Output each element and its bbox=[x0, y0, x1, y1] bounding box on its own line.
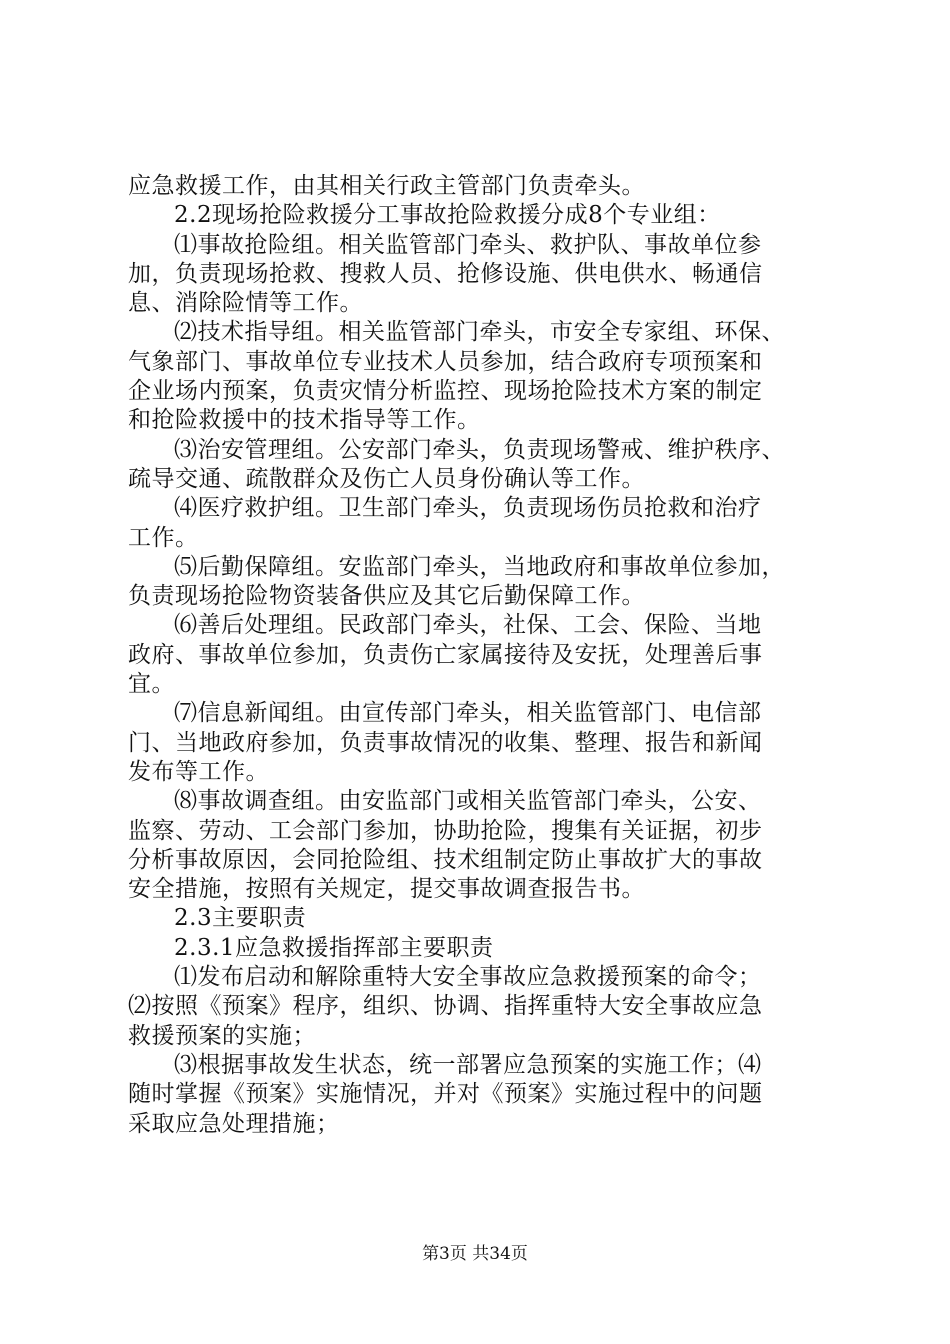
text-line: 应急救援工作，由其相关行政主管部门负责牵头。 bbox=[128, 173, 645, 199]
text-line: 发布等工作。 bbox=[128, 758, 269, 785]
text-line: 监察、劳动、工会部门参加，协助抢险，搜集有关证据，初步 bbox=[128, 817, 763, 844]
text-line: 气象部门、事故单位专业技术人员参加，结合政府专项预案和 bbox=[128, 348, 763, 375]
text-line: 采取应急处理措施； bbox=[128, 1110, 340, 1137]
text-line: ⑵技术指导组。相关监管部门牵头，市安全专家组、环保、 bbox=[174, 319, 785, 346]
text-line: ⑴发布启动和解除重特大安全事故应急救援预案的命令； bbox=[174, 964, 762, 991]
text-line: 2.3.1应急救援指挥部主要职责 bbox=[174, 934, 494, 961]
text-line: 和抢险救援中的技术指导等工作。 bbox=[128, 407, 481, 434]
text-line: ⑻事故调查组。由安监部门或相关监管部门牵头，公安、 bbox=[174, 788, 762, 815]
text-line: 门、当地政府参加，负责事故情况的收集、整理、报告和新闻 bbox=[128, 729, 763, 756]
text-line: 宜。 bbox=[128, 671, 175, 698]
text-line: ⑵按照《预案》程序，组织、协调、指挥重特大安全事故应急 bbox=[128, 993, 763, 1020]
text-line: 政府、事故单位参加，负责伤亡家属接待及安抚，处理善后事 bbox=[128, 641, 763, 668]
text-line: 救援预案的实施； bbox=[128, 1022, 316, 1049]
text-line: 企业场内预案，负责灾情分析监控、现场抢险技术方案的制定 bbox=[128, 378, 763, 405]
text-line: 疏导交通、疏散群众及伤亡人员身份确认等工作。 bbox=[128, 465, 645, 492]
text-line: ⑴事故抢险组。相关监管部门牵头、救护队、事故单位参 bbox=[174, 231, 762, 258]
text-line: ⑸后勤保障组。安监部门牵头，当地政府和事故单位参加， bbox=[174, 553, 785, 580]
text-line: 加，负责现场抢救、搜救人员、抢修设施、供电供水、畅通信 bbox=[128, 260, 763, 287]
text-line: 随时掌握《预案》实施情况，并对《预案》实施过程中的问题 bbox=[128, 1081, 763, 1108]
text-line: 负责现场抢险物资装备供应及其它后勤保障工作。 bbox=[128, 583, 645, 610]
text-line: 2.2现场抢险救援分工事故抢险救援分成8个专业组： bbox=[174, 202, 721, 229]
page-footer: 第3页 共34页 bbox=[422, 1244, 528, 1264]
text-line: ⑺信息新闻组。由宣传部门牵头，相关监管部门、电信部 bbox=[174, 700, 762, 727]
document-body bbox=[128, 172, 828, 1139]
text-line: 2.3主要职责 bbox=[174, 905, 307, 932]
text-line: ⑶治安管理组。公安部门牵头，负责现场警戒、维护秩序、 bbox=[174, 436, 785, 463]
text-line: 安全措施，按照有关规定，提交事故调查报告书。 bbox=[128, 876, 645, 903]
text-line: 工作。 bbox=[128, 524, 199, 551]
text-line: 息、消除险情等工作。 bbox=[128, 290, 363, 317]
text-line: 分析事故原因，会同抢险组、技术组制定防止事故扩大的事故 bbox=[128, 846, 763, 873]
text-line: ⑹善后处理组。民政部门牵头，社保、工会、保险、当地 bbox=[174, 612, 762, 639]
text-line: ⑷医疗救护组。卫生部门牵头，负责现场伤员抢救和治疗 bbox=[174, 495, 762, 522]
text-line: ⑶根据事故发生状态，统一部署应急预案的实施工作；⑷ bbox=[174, 1051, 762, 1078]
